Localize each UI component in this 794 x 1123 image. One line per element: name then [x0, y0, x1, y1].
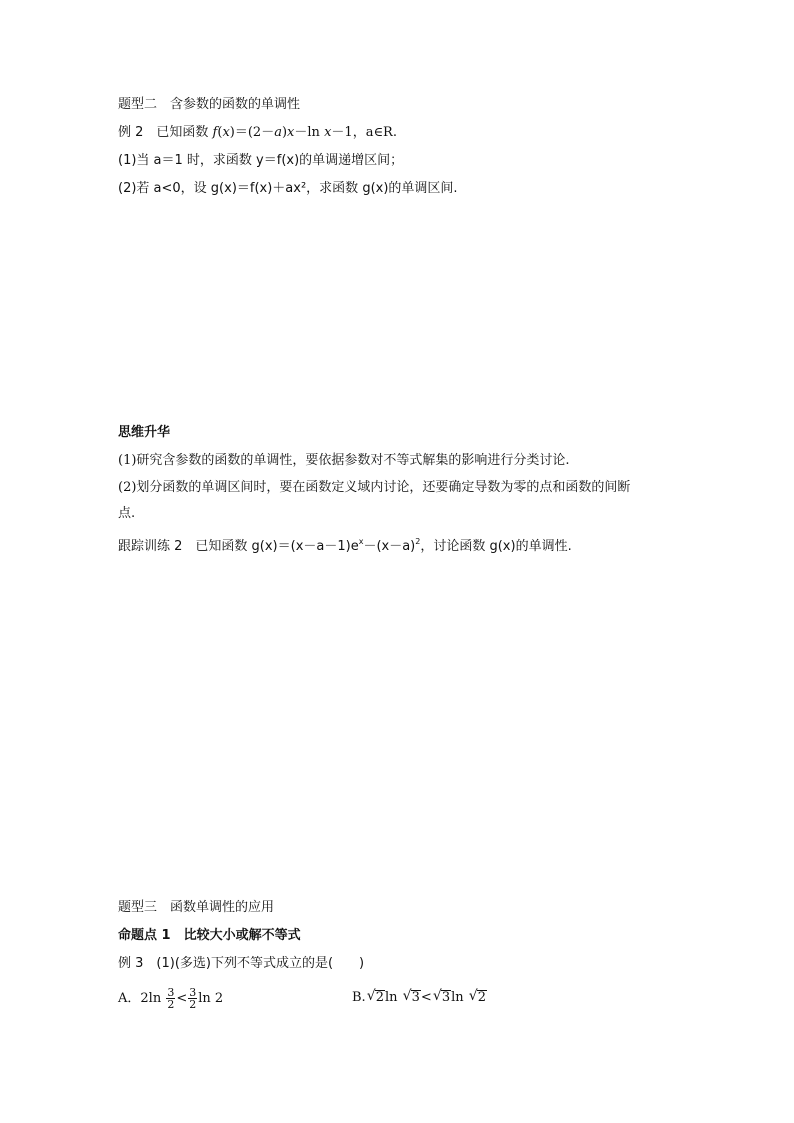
practice-2-tail: ，讨论函数 g(x)的单调性.: [420, 539, 572, 554]
example-2-question-1: (1)当 a＝1 时，求函数 y＝f(x)的单调递增区间；: [118, 153, 404, 168]
example-2-function: f(x)＝(2－a)x－ln x－1: [212, 125, 353, 140]
example-3-statement: 例 3 (1)(多选)下列不等式成立的是( ): [118, 956, 365, 971]
option-a-tail: ln 2: [198, 991, 224, 1006]
section-title-2: 题型二 含参数的函数的单调性: [118, 97, 301, 112]
example-2-label: 例 2 已知函数: [118, 125, 213, 140]
practice-2-exponent-2: 2: [415, 537, 421, 546]
ln: ln: [451, 990, 464, 1005]
example-2-question-2: (2)若 a<0，设 g(x)＝f(x)＋ax²，求函数 g(x)的单调区间.: [118, 181, 458, 196]
less-than: <: [420, 990, 432, 1005]
example-2-statement: [118, 124, 397, 142]
ln: ln: [384, 990, 398, 1005]
practice-2-label: 跟踪训练 2 已知函数 g(x)＝(x－a－1)e: [118, 539, 359, 554]
proposition-point-1: 命题点 1 比较大小或解不等式: [118, 928, 301, 943]
thinking-point-2-cont: 点.: [118, 506, 136, 521]
example-2-tail: ，a∈R.: [352, 125, 397, 140]
option-b: [352, 989, 487, 1007]
thinking-point-2: (2)划分函数的单调区间时，要在函数定义域内讨论，还要确定导数为零的点和函数的间断: [118, 480, 631, 495]
option-a-label: A．2ln: [118, 991, 162, 1006]
fraction: $\frac{3}{2}$: [189, 986, 197, 1011]
less-than: <: [176, 991, 188, 1006]
sqrt: √ 2: [468, 988, 487, 1005]
sqrt: √ 3: [402, 988, 420, 1005]
option-b-label: B.: [352, 990, 366, 1005]
practice-2-mid: －(x－a): [363, 539, 416, 554]
practice-2-exponent: x: [358, 537, 364, 546]
option-a: [118, 987, 223, 1010]
practice-2-statement: [118, 533, 572, 556]
thinking-title: 思维升华: [118, 425, 171, 440]
sqrt: √ 2: [366, 988, 384, 1005]
fraction: $\frac{3}{2}$: [167, 986, 175, 1011]
section-title-3: 题型三 函数单调性的应用: [118, 900, 275, 915]
sqrt: √ 3: [432, 988, 451, 1005]
thinking-point-1: (1)研究含参数的函数的单调性，要依据参数对不等式解集的影响进行分类讨论.: [118, 453, 570, 468]
